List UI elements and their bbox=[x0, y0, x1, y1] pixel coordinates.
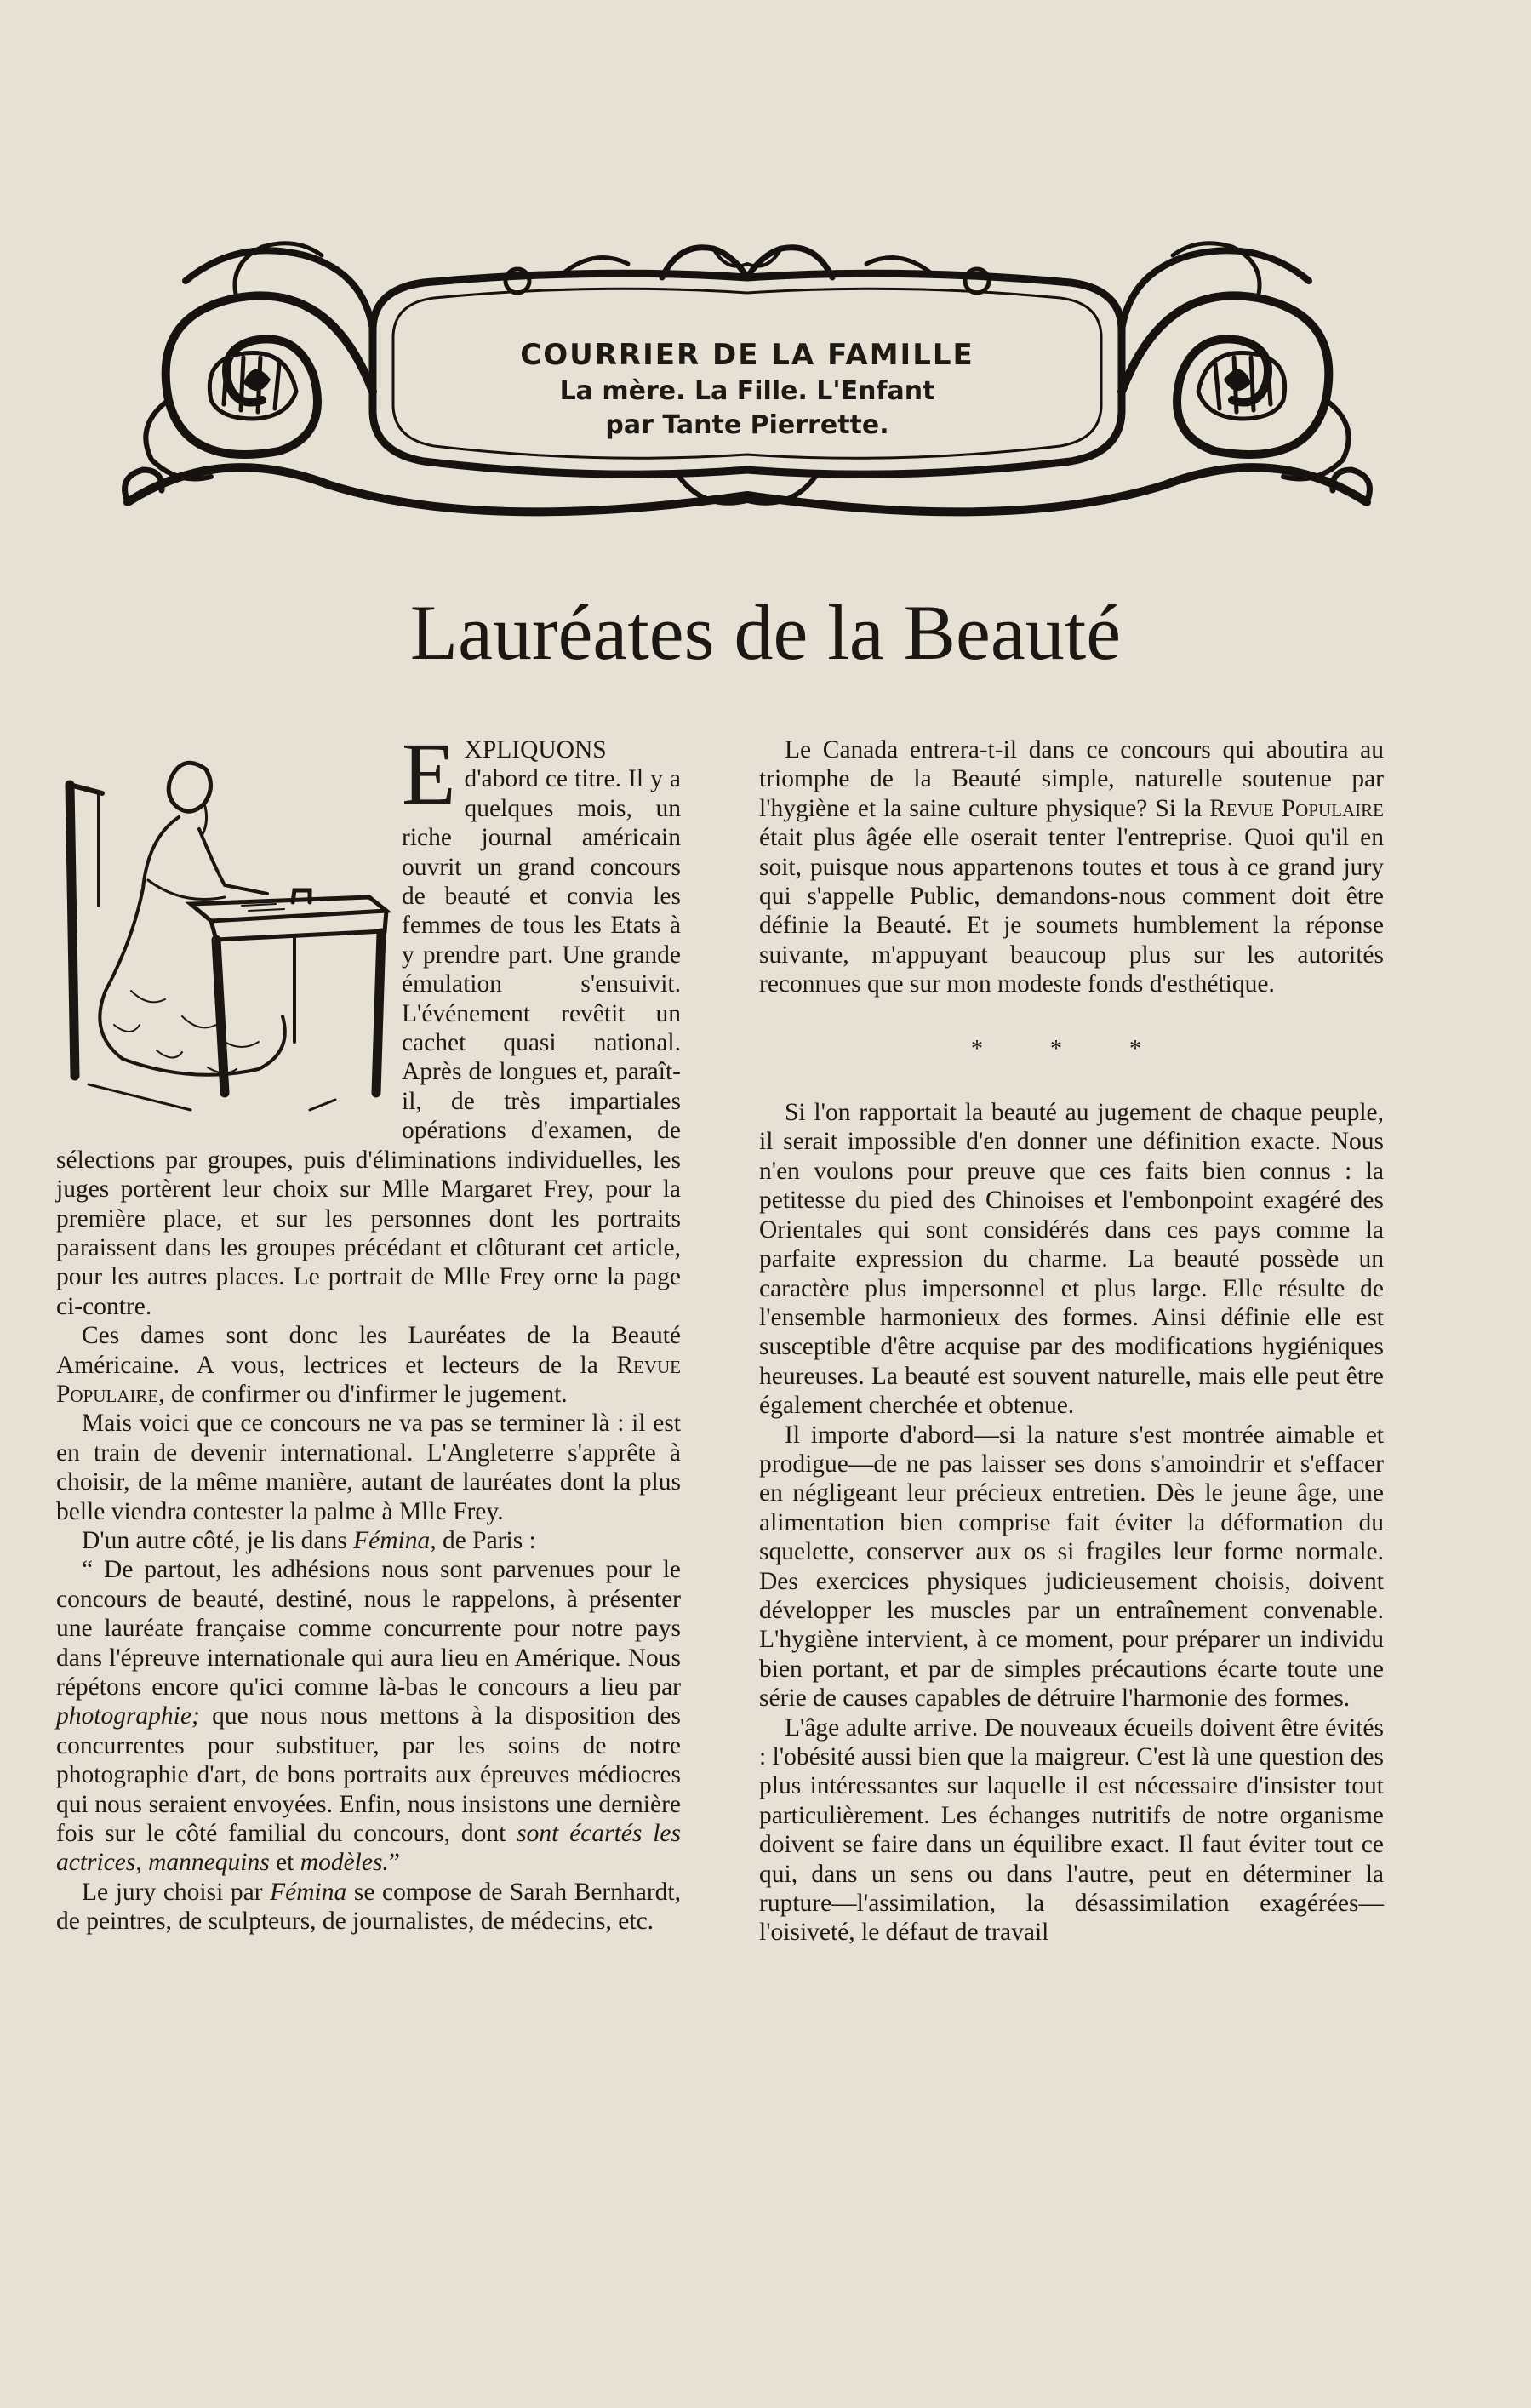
text-run: Ces dames sont donc les Lauréates de la Beauté Américaine. A vous, lectrices et lecteurs de la bbox=[56, 1322, 681, 1379]
italic-run: photographie; bbox=[56, 1702, 200, 1730]
paragraph-5-quote bbox=[56, 1555, 681, 1877]
section-separator: * * * bbox=[971, 1035, 1172, 1062]
text-run: D'un autre côté, je lis dans bbox=[82, 1526, 354, 1554]
magazine-name: Fémina, bbox=[353, 1526, 437, 1554]
paragraph-3: Mais voici que ce concours ne va pas se terminer là : il est en train de devenir international. L'Angleterre s'apprête à choisir, de la même manière, autant de lauréates dont la plus belle viendra contester la palme à Mlle Frey. bbox=[56, 1410, 681, 1525]
text-run: de Paris : bbox=[436, 1526, 536, 1554]
magazine-name: Revue Populaire bbox=[1209, 794, 1384, 822]
paragraph-6 bbox=[56, 1878, 681, 1936]
text-run: “ De partout, les adhésions nous sont parvenues pour le concours de beauté, destiné, nous le rappelons, à présenter une lauréate française comme concurrente pour notre pays dans l'épreuve internationale qui aura lieu en Amérique. Nous répétons encore qu'ici comme là-bas le concours a lieu par bbox=[56, 1556, 681, 1701]
paragraph-10: L'âge adulte arrive. De nouveaux écueils doivent être évités : l'obésité aussi bien que la maigreur. C'est là une question des plus intéressantes sur laquelle il est nécessaire d'insister tout particulièrement. Les échanges nutritifs de notre organisme doivent se faire dans un équilibre exact. Il faut éviter tout ce qui, dans un sens ou dans l'autre, peut en déterminer la rupture—l'assimilation, la désassimilation exagérées—l'oisiveté, le défaut de travail bbox=[759, 1713, 1384, 1947]
paragraph-7 bbox=[759, 735, 1384, 999]
banner-line-1: COURRIER DE LA FAMILLE bbox=[520, 338, 974, 372]
text-run: Le Canada entrera-t-il dans ce concours qui aboutira au triomphe de la Beauté simple, naturelle soutenue par l'hygiène et la saine culture physique? Si la bbox=[759, 736, 1384, 822]
italic-run: modèles. bbox=[300, 1849, 389, 1877]
text-run: XPLIQUONS d'abord ce titre. Il y a quelques mois, un riche journal américain ouvrit un grand concours de beauté et convia les femmes de tous les Etats à y prendre part. Une grande émulation s'ensuivit. L'événement revêtit un cachet quasi national. Après de longues et, paraît-il, de très impartiales opérations d'examen, de sélections par groupes, puis d'éliminations individuelles, les juges portèrent leur choix sur Mlle Margaret Frey, pour la première place, et sur les personnes dont les portraits paraissent dans les groupes précédant et clôturant cet article, pour les autres places. Le portrait de Mlle Frey orne la page ci-contre. bbox=[56, 736, 681, 1320]
left-column bbox=[56, 725, 682, 1936]
header-banner bbox=[117, 230, 1377, 529]
paragraph-8: Si l'on rapportait la beauté au jugement de chaque peuple, il serait impossible d'en donner une définition exacte. Nous n'en voulons pour preuve que ces faits bien connus : la petitesse du pied des Chinoises et l'embonpoint exagéré des Orientales qui sont considérés dans ces pays comme la parfaite expression du charme. La beauté possède un caractère plus impersonnel et plus large. Elle résulte de l'ensemble harmonieux des formes. Ainsi définie elle est susceptible d'être acquise par des modifications hygiéniques heureuses. La beauté est souvent naturelle, mais elle peut être également cherchée et obtenue. bbox=[759, 1099, 1384, 1420]
banner-line-3: par Tante Pierrette. bbox=[605, 410, 889, 440]
text-run: et bbox=[269, 1849, 300, 1877]
text-run: était plus âgée elle oserait tenter l'entreprise. Quoi qu'il en soit, puisque nous appartenons toutes et tous à ce grand jury qui s'appelle Public, demandons-nous comment doit être définie la Beauté. Et je soumets humblement la réponse suivante, m'appuyant beaucoup plus sur les autorités reconnues que sur mon modeste fonds d'esthétique. bbox=[759, 824, 1384, 998]
right-column bbox=[759, 735, 1384, 1948]
magazine-name: Revue Populaire bbox=[56, 1351, 681, 1408]
paragraph-4 bbox=[56, 1526, 681, 1555]
text-run: que nous nous mettons à la disposition des concurrentes pour substituer, par les soins de notre photographie d'art, de bons portraits aux épreuves médiocres qui nous seraient envoyées. Enfin, nous insistons une dernière fois sur le côté familial du concours, dont bbox=[56, 1702, 681, 1848]
banner-text bbox=[475, 335, 1020, 443]
dropcap-letter: E bbox=[402, 725, 456, 823]
woman-at-desk-illustration bbox=[54, 735, 402, 1120]
text-run: ” bbox=[388, 1849, 400, 1877]
italic-run: sont écartés les actrices, mannequins bbox=[56, 1820, 682, 1877]
magazine-name: Fémina bbox=[270, 1878, 347, 1906]
banner-line-2: La mère. La Fille. L'Enfant bbox=[559, 376, 935, 406]
article-title: Lauréates de la Beauté bbox=[409, 589, 1122, 676]
text-run: , de confirmer ou d'infirmer le jugement. bbox=[158, 1380, 568, 1408]
paragraph-9: Il importe d'abord—si la nature s'est montrée aimable et prodigue—de ne pas laisser ses dons s'amoindrir et s'effacer en négligeant leur précieux entretien. Dès le jeune âge, une alimentation bien comprise fait éviter la déformation du squelette, conserver aux os si fragiles leur forme normale. Des exercices physiques judicieusement choisis, doivent développer les muscles par un entraînement convenable. L'hygiène intervient, à ce moment, pour préparer un individu bien portant, et par de simples précautions écarte toute une série de causes capables de détruire l'harmonie des formes. bbox=[759, 1421, 1384, 1713]
text-run: Le jury choisi par bbox=[82, 1878, 271, 1906]
paragraph-2 bbox=[56, 1321, 681, 1409]
text-run: se compose de Sarah Bernhardt, de peintres, de sculpteurs, de journalistes, de médecins, etc. bbox=[56, 1878, 681, 1936]
